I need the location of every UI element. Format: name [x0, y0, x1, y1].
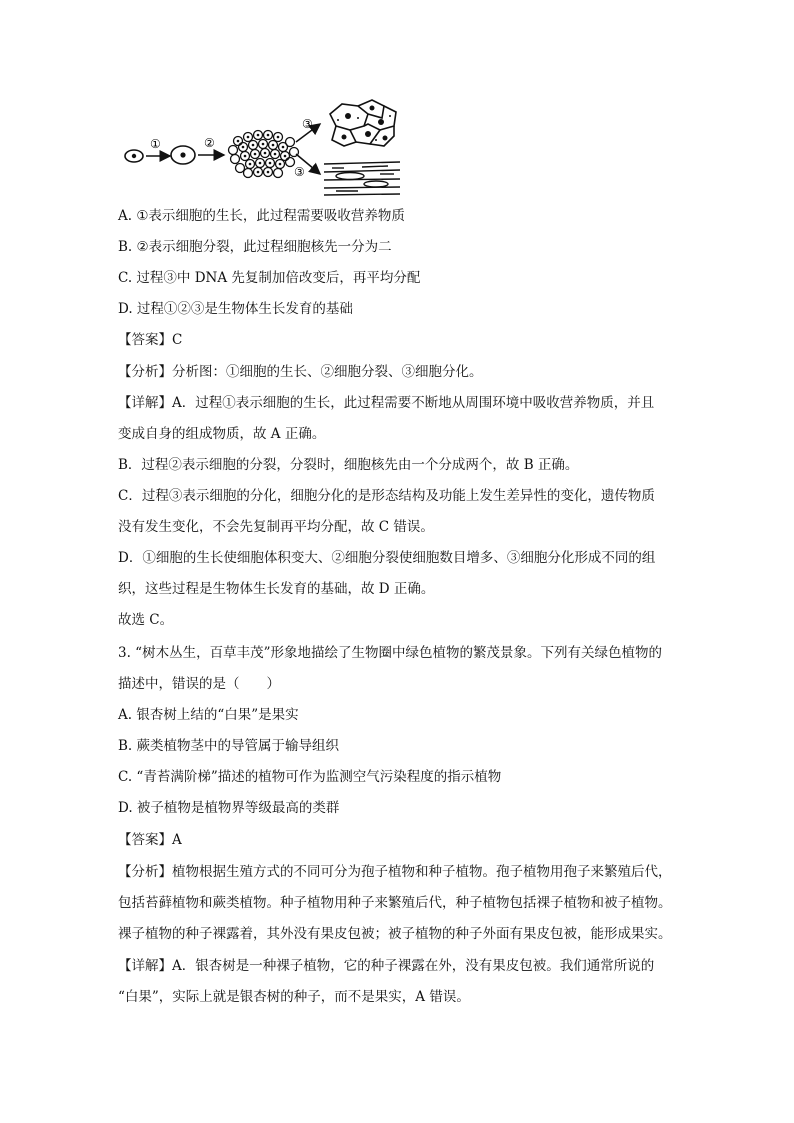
option-c: C. “青苔满阶梯”描述的植物可作为监测空气污染程度的指示植物 — [118, 769, 502, 785]
small-cell — [125, 150, 143, 162]
detail-line: 变成自身的组成物质，故 A 正确。 — [118, 426, 326, 442]
analysis-line: 裸子植物的种子裸露着，其外没有果皮包被；被子植物的种子外面有果皮包被，能形成果实。 — [118, 926, 672, 942]
detail-line: D．①细胞的生长使细胞体积变大、②细胞分裂使细胞数目增多、③细胞分化形成不同的组 — [118, 550, 656, 566]
detail-line: B．过程②表示细胞的分裂，分裂时，细胞核先由一个分成两个，故 B 正确。 — [118, 457, 579, 473]
option-b: B. 蕨类植物茎中的导管属于输导组织 — [118, 738, 340, 754]
detail-line: “白果”，实际上就是银杏树的种子，而不是果实，A 错误。 — [118, 989, 470, 1005]
option-a: A. 银杏树上结的“白果”是果实 — [118, 707, 299, 723]
arrow-label-2: ② — [204, 136, 215, 150]
answer-label: 【答案】C — [118, 332, 183, 348]
option-d: D. 被子植物是植物界等级最高的类群 — [118, 800, 340, 816]
question-3-stem: 3. “树木丛生，百草丰茂”形象地描绘了生物圈中绿色植物的繁茂景象。下列有关绿色植物的 — [118, 645, 662, 661]
detail-line: 织，这些过程是生物体生长发育的基础，故 D 正确。 — [118, 581, 435, 597]
analysis-text: 【分析】分析图：①细胞的生长、②细胞分裂、③细胞分化。 — [118, 364, 483, 380]
arrow-label-1: ① — [150, 137, 161, 151]
tissue-elongated-fibers — [324, 162, 400, 195]
arrow-label-3a: ③ — [302, 117, 313, 131]
grown-cell — [171, 146, 195, 164]
detail-line: 【详解】A．银杏树是一种裸子植物，它的种子裸露在外，没有果皮包被。我们通常所说的 — [118, 958, 655, 974]
cell-process-diagram — [118, 96, 408, 200]
option-b: B. ②表示细胞分裂，此过程细胞核先一分为二 — [118, 239, 392, 255]
option-c: C. 过程③中 DNA 先复制加倍改变后，再平均分配 — [118, 270, 421, 286]
option-a: A. ①表示细胞的生长，此过程需要吸收营养物质 — [118, 208, 405, 224]
conclusion-line: 故选 C。 — [118, 612, 174, 628]
detail-line: 【详解】A．过程①表示细胞的生长，此过程需要不断地从周围环境中吸收营养物质，并且 — [118, 395, 655, 411]
analysis-line: 【分析】植物根据生殖方式的不同可分为孢子植物和种子植物。孢子植物用孢子来繁殖后代， — [118, 864, 672, 880]
detail-line: 没有发生变化，不会先复制再平均分配，故 C 错误。 — [118, 519, 434, 535]
cell-cluster — [229, 131, 299, 178]
detail-line: C．过程③表示细胞的分化，细胞分化的是形态结构及功能上发生差异性的变化，遗传物质 — [118, 488, 655, 504]
analysis-line: 包括苔藓植物和蕨类植物。种子植物用种子来繁殖后代，种子植物包括裸子植物和被子植物。 — [118, 895, 672, 911]
answer-label: 【答案】A — [118, 832, 182, 848]
question-3-stem: 描述中，错误的是（ ） — [118, 676, 280, 692]
option-d: D. 过程①②③是生物体生长发育的基础 — [118, 301, 353, 317]
cell-process-svg — [118, 96, 408, 200]
arrow-label-3b: ③ — [294, 165, 305, 179]
